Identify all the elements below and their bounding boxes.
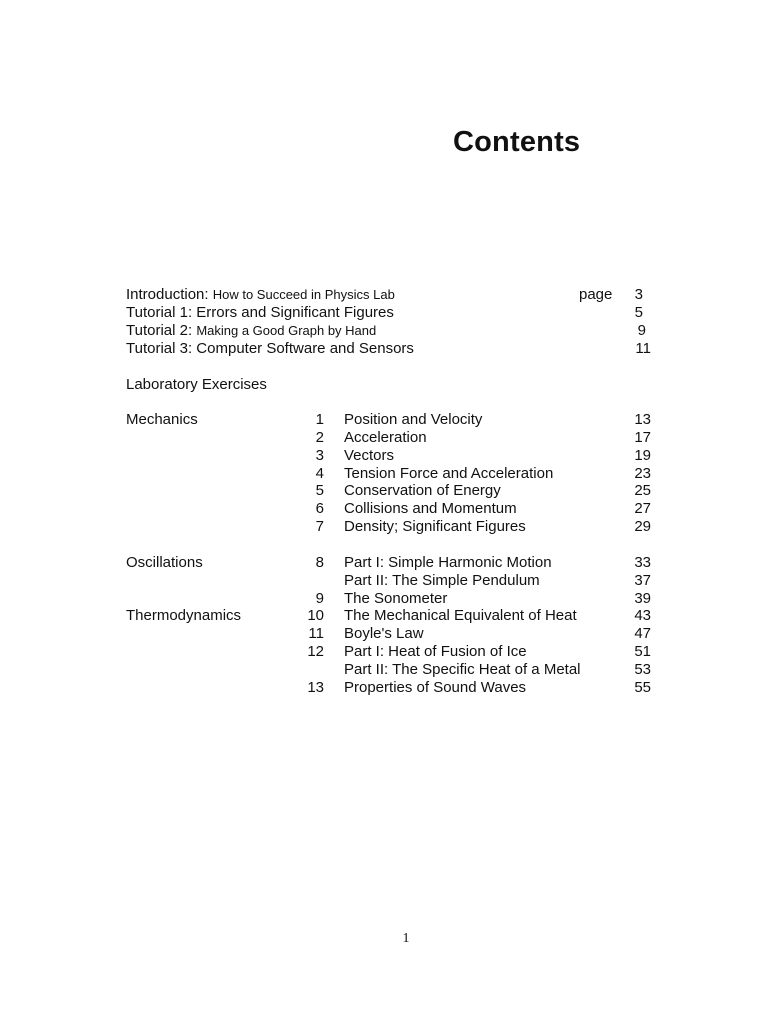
exercise-number: 9 [315,590,324,607]
exercise-page: 43 [634,607,651,624]
exercise-title: Acceleration [344,429,427,446]
section-mechanics: Mechanics [126,411,198,428]
toc-label: Tutorial 2: [126,322,193,339]
section-heading: Laboratory Exercises [126,376,267,393]
exercise-title: Part II: The Specific Heat of a Metal [344,661,581,678]
exercise-title: Boyle's Law [344,625,424,642]
exercise-number: 8 [315,554,324,571]
toc-label: Tutorial 3: Computer Software and Sensors [126,340,414,357]
toc-intro-row [126,304,394,321]
toc-label: Introduction: [126,286,209,303]
exercise-title: Collisions and Momentum [344,500,517,517]
exercise-number: 5 [315,482,324,499]
exercise-number: 7 [315,518,324,535]
exercise-title: Conservation of Energy [344,482,501,499]
exercise-title: The Sonometer [344,590,448,607]
section-oscillations: Oscillations [126,554,203,571]
exercise-title: Part II: The Simple Pendulum [344,572,540,589]
page-word: page [579,286,613,303]
exercise-title: Properties of Sound Waves [344,679,527,696]
page-number: 1 [402,931,410,946]
toc-sublabel: Making a Good Graph by Hand [196,323,377,338]
toc-intro-row [126,286,395,303]
toc-intro-row [126,340,414,357]
exercise-page: 23 [634,465,651,482]
exercise-title: Tension Force and Acceleration [344,465,554,482]
exercise-page: 47 [634,625,651,642]
exercise-title: Position and Velocity [344,411,483,428]
section-thermodynamics: Thermodynamics [126,607,242,624]
toc-page: 9 [637,322,646,339]
exercise-number: 12 [307,643,324,660]
exercise-page: 25 [634,482,651,499]
exercise-number: 1 [315,411,324,428]
toc-page: 3 [634,286,643,303]
exercise-number: 10 [307,607,324,624]
exercise-page: 51 [634,643,651,660]
exercise-page: 55 [634,679,651,696]
toc-page: 11 [635,340,651,357]
exercise-title: The Mechanical Equivalent of Heat [344,607,577,624]
exercise-page: 27 [634,500,651,517]
exercise-page: 33 [634,554,651,571]
exercise-page: 17 [634,429,651,446]
exercise-page: 39 [634,590,651,607]
exercise-number: 11 [308,625,324,642]
exercise-page: 53 [634,661,651,678]
exercise-page: 29 [634,518,651,535]
toc-sublabel: How to Succeed in Physics Lab [212,287,395,302]
exercise-number: 2 [315,429,324,446]
toc-label: Tutorial 1: Errors and Significant Figures [126,304,394,321]
exercise-number: 4 [315,465,324,482]
exercise-number: 3 [315,447,324,464]
exercise-title: Part I: Simple Harmonic Motion [344,554,552,571]
exercise-page: 19 [634,447,651,464]
toc-intro-row [126,322,376,339]
exercise-number: 13 [307,679,324,696]
toc-page: 5 [634,304,643,321]
page-title: Contents [453,126,581,158]
exercise-title: Vectors [344,447,395,464]
exercise-page: 37 [634,572,651,589]
exercise-page: 13 [634,411,651,428]
exercise-title: Part I: Heat of Fusion of Ice [344,643,527,660]
exercise-title: Density; Significant Figures [344,518,526,535]
exercise-number: 6 [315,500,324,517]
